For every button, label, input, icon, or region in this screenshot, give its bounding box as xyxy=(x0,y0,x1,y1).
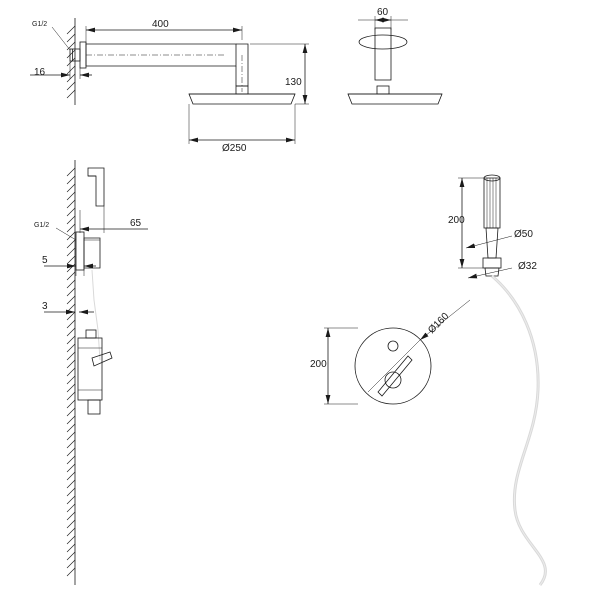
view-handset xyxy=(324,175,545,585)
view-rain-head-side xyxy=(30,18,309,144)
label-handset-stem-diameter: Ø32 xyxy=(518,261,537,272)
label-rain-inlet-thread: G1/2 xyxy=(32,21,48,28)
label-plate-height: 200 xyxy=(310,359,327,370)
label-plate-diameter: Ø160 xyxy=(426,310,452,336)
view-rain-head-front xyxy=(348,16,442,104)
label-outlet-projection: 65 xyxy=(130,218,142,229)
label-wall-offset: 16 xyxy=(34,67,46,78)
label-arm-length: 400 xyxy=(152,19,169,30)
label-wall-depth: 3 xyxy=(42,301,48,312)
label-handset-head-diameter: Ø50 xyxy=(514,229,533,240)
label-arm-width: 60 xyxy=(377,7,389,18)
label-mixer-inlet-thread: G1/2 xyxy=(34,222,50,229)
label-drop-height: 130 xyxy=(285,77,302,88)
label-head-diameter: Ø250 xyxy=(222,143,247,154)
label-outlet-offset: 5 xyxy=(42,255,48,266)
label-handset-length: 200 xyxy=(448,215,465,226)
